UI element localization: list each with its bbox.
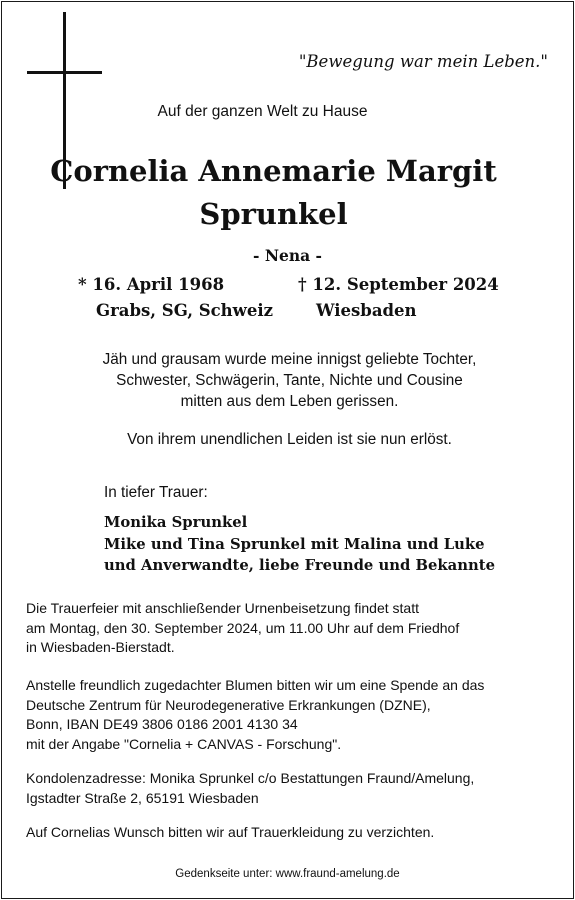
memorial-message — [2, 349, 575, 412]
condolence-line: Kondolenzadresse: Monika Sprunkel c/o Bestattungen Fraund/Amelung, — [26, 770, 475, 786]
donation-line: Bonn, IBAN DE49 3806 0186 2001 4130 34 — [26, 716, 298, 732]
condolence-line: Igstadter Straße 2, 65191 Wiesbaden — [26, 789, 259, 806]
donation-info — [26, 676, 556, 754]
mourner-line: Monika Sprunkel — [104, 514, 248, 531]
motto-quote: "Bewegung war mein Leben." — [298, 52, 548, 71]
nickname: - Nena - — [252, 246, 322, 265]
deceased-name — [0, 150, 561, 236]
memorial-page-link[interactable]: Gedenkseite unter: www.fraund-amelung.de — [175, 868, 400, 880]
message-line: mitten aus dem Leben gerissen. — [180, 393, 399, 410]
tagline: Auf der ganzen Welt zu Hause — [157, 103, 368, 120]
relief-statement: Von ihrem unendlichen Leiden ist sie nun erlöst. — [127, 431, 452, 448]
donation-line: Anstelle freundlich zugedachter Blumen bitten wir um eine Spende an das — [26, 677, 485, 693]
ceremony-info — [26, 599, 556, 658]
ceremony-line: am Montag, den 30. September 2024, um 11.00 Uhr auf dem Friedhof — [26, 619, 460, 636]
birth-info — [78, 272, 273, 324]
ceremony-line: in Wiesbaden-Bierstadt. — [26, 639, 175, 655]
death-info — [298, 272, 499, 324]
birth-date: * 16. April 1968 — [78, 275, 225, 294]
notice-border — [1, 1, 574, 899]
name-line-1: Cornelia Annemarie Margit — [50, 154, 497, 188]
mourner-line: Mike und Tina Sprunkel mit Malina und Luke — [104, 535, 485, 553]
dress-code-note: Auf Cornelias Wunsch bitten wir auf Trauerkleidung zu verzichten. — [26, 824, 435, 840]
mourning-label: In tiefer Trauer: — [104, 484, 208, 501]
donation-line: Deutsche Zentrum für Neurodegenerative Erkrankungen (DZNE), — [26, 696, 431, 713]
condolence-address — [26, 769, 556, 808]
mourners-list — [104, 512, 495, 577]
cross-horizontal-bar — [27, 71, 102, 74]
donation-line: mit der Angabe "Cornelia + CANVAS - Forschung". — [26, 735, 342, 752]
message-line: Schwester, Schwägerin, Tante, Nichte und Cousine — [116, 372, 463, 389]
death-date: † 12. September 2024 — [298, 275, 499, 294]
message-line: Jäh und grausam wurde meine innigst geliebte Tochter, — [102, 351, 477, 368]
mourner-line: und Anverwandte, liebe Freunde und Bekannte — [104, 557, 496, 574]
ceremony-line: Die Trauerfeier mit anschließender Urnenbeisetzung findet statt — [26, 600, 419, 616]
name-line-2: Sprunkel — [199, 197, 348, 231]
birth-place: Grabs, SG, Schweiz — [96, 301, 273, 320]
death-place: Wiesbaden — [316, 301, 417, 320]
